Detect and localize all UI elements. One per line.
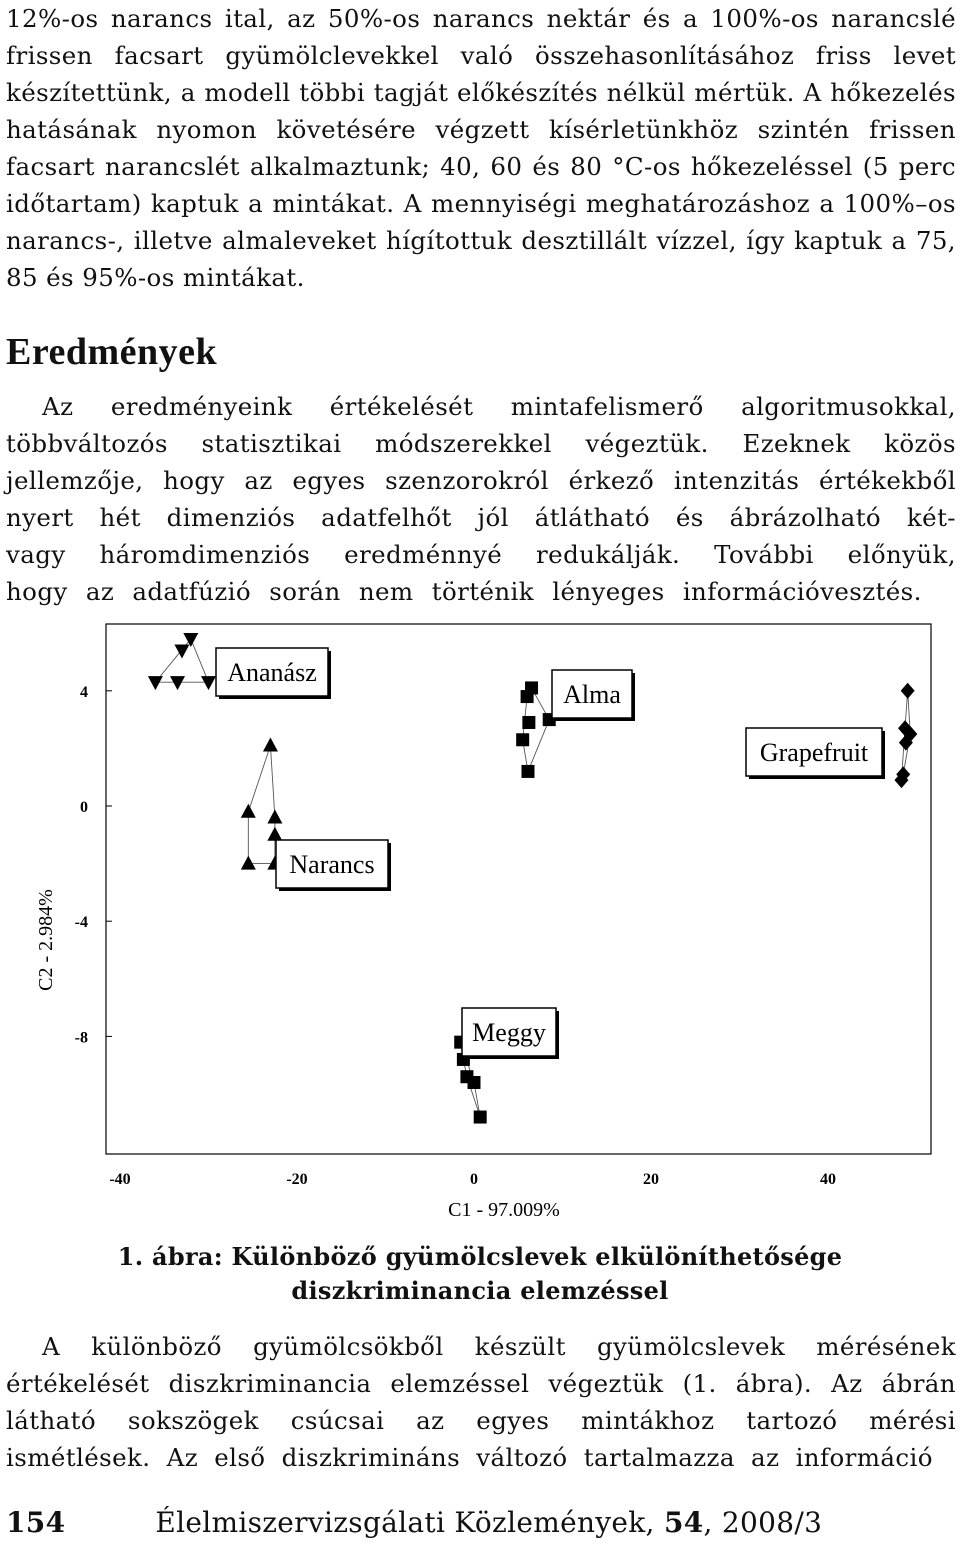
- chart-svg: [26, 618, 946, 1228]
- data-point: [474, 1111, 487, 1124]
- x-tick-label: -40: [109, 1171, 131, 1188]
- cluster-outline: [248, 746, 275, 864]
- data-point: [263, 738, 278, 752]
- cluster-label: Alma: [563, 680, 621, 709]
- data-point: [267, 827, 282, 841]
- results-paragraph: Az eredményeink értékelését mintafelismerő algoritmusokkal, többváltozós statisztikai módszerekkel végeztük. Ezeknek közös jellemzője, hogy az egyes szenzorokról érkező intenzitás értékekből nyert hét dimenziós adatfelhőt jól átlátható és ábrázolható két- vagy háromdimenziós eredménnyé redukálják. További előnyük, hogy az adatfúzió során nem történik lényeges információvesztés.: [6, 392, 956, 606]
- data-point: [267, 810, 282, 824]
- x-tick-label: 20: [643, 1171, 659, 1188]
- journal-name: Élelmiszervizsgálati Közlemények,: [155, 1506, 664, 1539]
- data-point: [241, 804, 256, 818]
- x-tick-label: -20: [286, 1171, 308, 1188]
- section-heading: Eredmények: [6, 331, 218, 373]
- data-point: [170, 676, 185, 690]
- discussion-paragraph: A különböző gyümölcsökből készült gyümölcslevek mérésének értékelését diszkriminancia elemzéssel végeztük (1. ábra). Az ábrán látható sokszögek csúcsai az egyes mintákhoz tartozó mérési ismétlések. Az első diszkrimináns változó tartalmazza az információ: [6, 1332, 956, 1472]
- data-point: [468, 1076, 481, 1089]
- data-point: [522, 716, 535, 729]
- journal-issue: , 2008/3: [703, 1506, 823, 1539]
- discriminant-chart: [26, 618, 946, 1228]
- cluster-label: Grapefruit: [759, 738, 869, 767]
- caption-line-1: 1. ábra: Különböző gyümölcslevek elkülöníthetősége: [117, 1242, 843, 1271]
- page-footer: [6, 1506, 822, 1539]
- data-point: [201, 676, 216, 690]
- y-tick-label: -8: [74, 1029, 88, 1047]
- data-point: [241, 856, 256, 870]
- x-tick-label: 40: [820, 1171, 836, 1188]
- cluster-label: Narancs: [289, 850, 375, 879]
- page-number: 154: [6, 1506, 66, 1539]
- y-tick-label: -4: [74, 914, 88, 932]
- y-tick-label: 4: [80, 683, 88, 701]
- x-tick-label: 0: [470, 1171, 478, 1188]
- y-axis-label: C2 - 2.984%: [35, 889, 57, 991]
- data-point: [516, 733, 529, 746]
- data-point: [901, 683, 915, 699]
- data-point: [148, 676, 163, 690]
- x-axis-label: C1 - 97.009%: [448, 1199, 560, 1221]
- data-point: [521, 765, 534, 778]
- intro-paragraph: 12%-os narancs ital, az 50%-os narancs nektár és a 100%-os narancslé frissen facsart gyümölclevekkel való összehasonlításához friss levet készítettünk, a modell többi tagját előkészítés nélkül mértük. A hőkezelés hatásának nyomon követésére végzett kísérletünkhöz szintén frissen facsart narancslét alkalmaztunk; 40, 60 és 80 °C-os hőkezeléssel (5 perc időtartam) kaptuk a mintákat. A mennyiségi meghatározáshoz a 100%–os narancs-, illetve almaleveket hígítottuk desztillált vízzel, így kaptuk a 75, 85 és 95%-os mintákat.: [6, 4, 956, 292]
- data-point: [521, 690, 534, 703]
- caption-line-2: diszkriminancia elemzéssel: [291, 1276, 669, 1305]
- cluster-label: Meggy: [472, 1018, 546, 1047]
- y-tick-label: 0: [80, 799, 88, 816]
- plot-frame: [106, 624, 931, 1154]
- cluster-label: Ananász: [227, 658, 317, 687]
- journal-volume: 54: [663, 1506, 704, 1539]
- figure-caption: [0, 1240, 960, 1308]
